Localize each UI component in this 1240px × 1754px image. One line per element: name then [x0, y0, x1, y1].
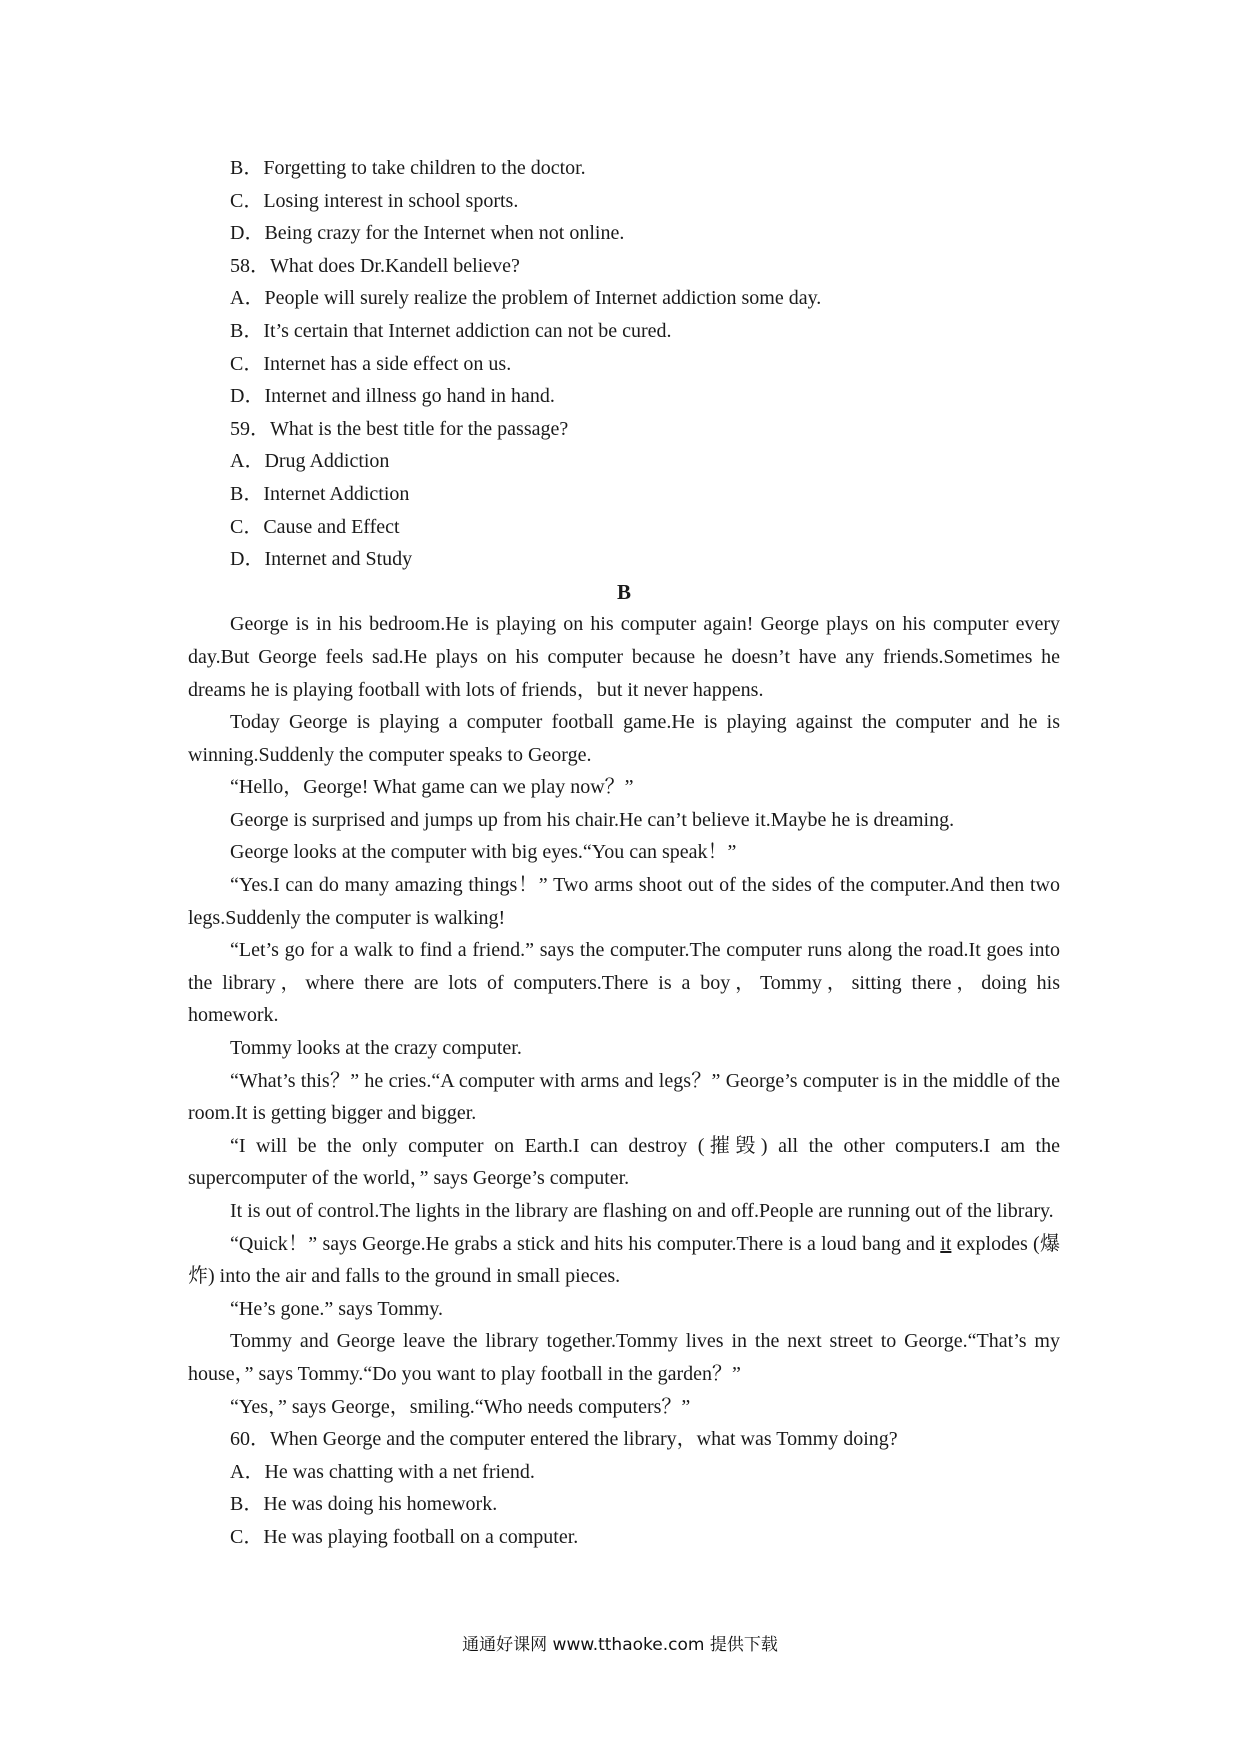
paragraph-text-end: explodes (爆炸) into the air and falls to the ground in small pieces. — [188, 1232, 1060, 1288]
q59-option-b: B．Internet Addiction — [230, 482, 410, 505]
q57-option-d: D．Being crazy for the Internet when not online. — [230, 222, 625, 245]
page-footer: 通通好课网 www.tthaoke.com 提供下载 — [462, 1635, 778, 1655]
q59-question: 59．What is the best title for the passage? — [230, 417, 569, 440]
passage-paragraph: Today George is playing a computer football game.He is playing against the computer and he is winning.Suddenly the computer speaks to George. — [188, 711, 1060, 766]
q60-option-b: B．He was doing his homework. — [230, 1493, 498, 1516]
page-content — [188, 152, 1060, 1554]
passage-paragraph: “I will be the only computer on Earth.I can destroy (摧毁) all the other computers.I am the supercomputer of the world，” says George’s computer. — [188, 1134, 1060, 1190]
section-heading: B — [616, 579, 631, 604]
passage-paragraph: “He’s gone.” says Tommy. — [230, 1297, 444, 1320]
q60-option-c: C．He was playing football on a computer. — [230, 1525, 579, 1548]
passage-paragraph-underlined — [188, 1228, 1060, 1293]
passage-paragraph: Tommy looks at the crazy computer. — [230, 1037, 522, 1060]
passage-paragraph: “Yes.I can do many amazing things！” Two arms shoot out of the sides of the computer.And then two legs.Suddenly the computer is walking! — [188, 874, 1060, 929]
paragraph-text-start: “Quick！” says George.He grabs a stick and hits his computer.There is a loud bang and — [230, 1232, 941, 1255]
passage-paragraph: It is out of control.The lights in the library are flashing on and off.People are running out of the library. — [230, 1200, 1054, 1222]
q59-option-a: A．Drug Addiction — [230, 450, 390, 473]
q58-option-b: B．It’s certain that Internet addiction can not be cured. — [230, 319, 672, 342]
passage-paragraph: “What’s this？” he cries.“A computer with arms and legs？” George’s computer is in the middle of the room.It is getting bigger and bigger. — [188, 1069, 1060, 1125]
q58-option-c: C．Internet has a side effect on us. — [230, 352, 512, 375]
passage-paragraph: George is in his bedroom.He is playing on his computer again! George plays on his computer every day.But George feels sad.He plays on his computer because he doesn’t have any friends.Sometimes he dreams he is playing football with lots of friends，but it never happens. — [188, 613, 1060, 701]
q57-option-b: B．Forgetting to take children to the doctor. — [230, 157, 586, 179]
passage-paragraph: “Yes，” says George，smiling.“Who needs computers？” — [230, 1395, 691, 1418]
passage-paragraph: Tommy and George leave the library together.Tommy lives in the next street to George.“That’s my house，” says Tommy.“Do you want to play football in the garden？” — [188, 1330, 1060, 1385]
q59-option-d: D．Internet and Study — [230, 548, 413, 571]
passage-paragraph: “Hello，George! What game can we play now？” — [230, 776, 634, 799]
q58-question: 58．What does Dr.Kandell believe? — [230, 254, 520, 277]
q60-option-a: A．He was chatting with a net friend. — [230, 1460, 535, 1483]
q58-option-d: D．Internet and illness go hand in hand. — [230, 385, 555, 408]
passage-paragraph: George looks at the computer with big eyes.“You can speak！” — [230, 841, 737, 864]
q60-question: 60．When George and the computer entered the library，what was Tommy doing? — [230, 1428, 898, 1451]
q58-option-a: A．People will surely realize the problem of Internet addiction some day. — [230, 287, 822, 310]
q57-option-c: C．Losing interest in school sports. — [230, 189, 519, 212]
underlined-word: it — [940, 1232, 952, 1255]
passage-paragraph: George is surprised and jumps up from his chair.He can’t believe it.Maybe he is dreaming. — [230, 808, 955, 831]
q59-option-c: C．Cause and Effect — [230, 515, 400, 538]
passage-paragraph: “Let’s go for a walk to find a friend.” says the computer.The computer runs along the road.It goes into the library，where there are lots of computers.There is a boy，Tommy，sitting there，doing his homework. — [188, 939, 1060, 1027]
